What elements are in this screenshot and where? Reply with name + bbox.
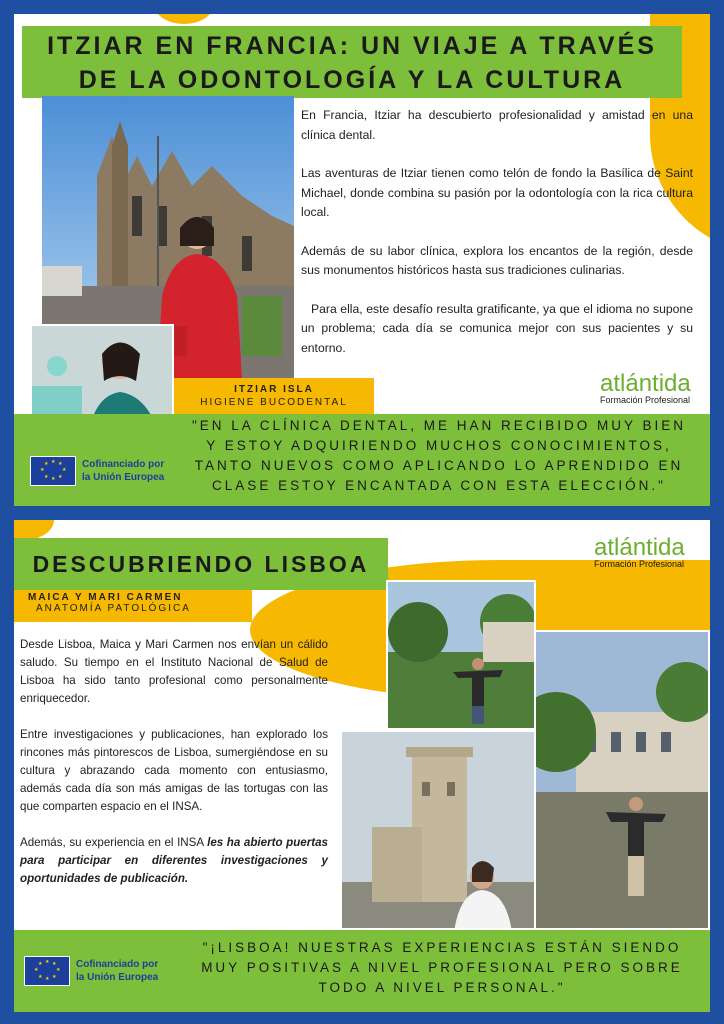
person-tag [14,590,252,622]
photo-park-lisboa [386,580,536,730]
quote-line: "¡LISBOA! NUESTRAS EXPERIENCIAS ESTÁN SIENDO [202,940,682,955]
person-name: ITZIAR ISLA [234,384,314,395]
article-body [301,106,693,377]
logo-name: atlántida [594,534,685,561]
article-title [22,26,682,98]
quote-line: CLASE ESTOY ENCANTADA CON ESTA ELECCIÓN." [212,478,666,493]
decorative-yellow-shape [14,520,54,540]
quote-line: "EN LA CLÍNICA DENTAL, ME HAN RECIBIDO MUY BIEN [191,418,687,433]
quote-line: TODO A NIVEL PERSONAL." [318,980,566,995]
eu-cofinanced-badge [30,456,164,486]
paragraph-emphasis: les ha abierto puertas para participar en diferentes investigaciones y oportunidades de publicación. [20,836,328,885]
photo-building-lisboa [534,630,710,930]
paragraph [20,834,328,888]
quote-line: TANTO NUEVOS COMO APLICANDO LO APRENDIDO EN [194,458,684,473]
atlantida-logo [594,534,685,569]
eu-text-line: la Unión Europea [82,472,165,483]
article-body [20,636,328,907]
logo-subtitle: Formación Profesional [594,559,685,569]
quote-itziar [174,416,704,496]
eu-text-line: la Unión Europea [76,972,159,983]
logo-subtitle: Formación Profesional [600,395,691,405]
eu-flag-icon: ★ ★ ★ ★ ★ ★ ★ ★ [30,456,76,486]
eu-flag-icon: ★ ★ ★ ★ ★ ★ ★ ★ [24,956,70,986]
person-course: HIGIENE BUCODENTAL [200,397,348,408]
title-line: DE LA ODONTOLOGÍA Y LA CULTURA [78,66,626,94]
article-title: DESCUBRIENDO LISBOA [14,538,388,590]
paragraph: Para ella, este desafío resulta gratificante, ya que el idioma no supone un problema; cada día se comunica mejor con sus pacientes y su entorno. [301,301,693,355]
person-tag [174,378,374,416]
paragraph: Desde Lisboa, Maica y Mari Carmen nos envían un cálido saludo. Su tiempo en el Instituto Nacional de Salud de Lisboa ha sido tanto profesional como personalmente enriquecedor. [20,638,328,705]
article-itziar-francia [14,14,710,506]
paragraph: Además de su labor clínica, explora los encantos de la región, desde sus monumentos históricos hasta sus tradiciones culinarias. [301,243,693,277]
atlantida-logo [600,370,691,405]
person-names: MAICA Y MARI CARMEN [28,592,183,603]
decorative-yellow-shape [154,14,214,24]
quote-line: Y ESTOY ADQUIRIENDO MUCHOS CONOCIMIENTOS, [206,438,672,453]
title-line: ITZIAR EN FRANCIA: UN VIAJE A TRAVÉS [47,32,657,60]
person-course: ANATOMÍA PATOLÓGICA [36,603,191,614]
paragraph: Entre investigaciones y publicaciones, han explorado los rincones más pintorescos de Lisboa, sumergiéndose en su cultura y abrazando cada momento con entusiasmo, además cada día son más amigas de las tortugas con las que comparten espacio en el INSA. [20,728,328,813]
photo-torre-belem [340,730,536,930]
logo-name: atlántida [600,370,691,397]
paragraph: En Francia, Itziar ha descubierto profesionalidad y amistad en una clínica dental. [301,108,693,142]
paragraph-text: Además, su experiencia en el INSA [20,836,208,849]
quote-line: MUY POSITIVAS A NIVEL PROFESIONAL PERO SOBRE [201,960,683,975]
eu-text-line: Cofinanciado por [82,459,165,470]
eu-text-line: Cofinanciado por [76,959,159,970]
article-descubriendo-lisboa [14,520,710,1012]
quote-lisboa [182,938,702,998]
eu-cofinanced-badge [24,956,158,986]
paragraph: Las aventuras de Itziar tienen como telón de fondo la Basílica de Saint Michael, donde combina su pasión por la odontología con la rica cultura local. [301,166,693,219]
